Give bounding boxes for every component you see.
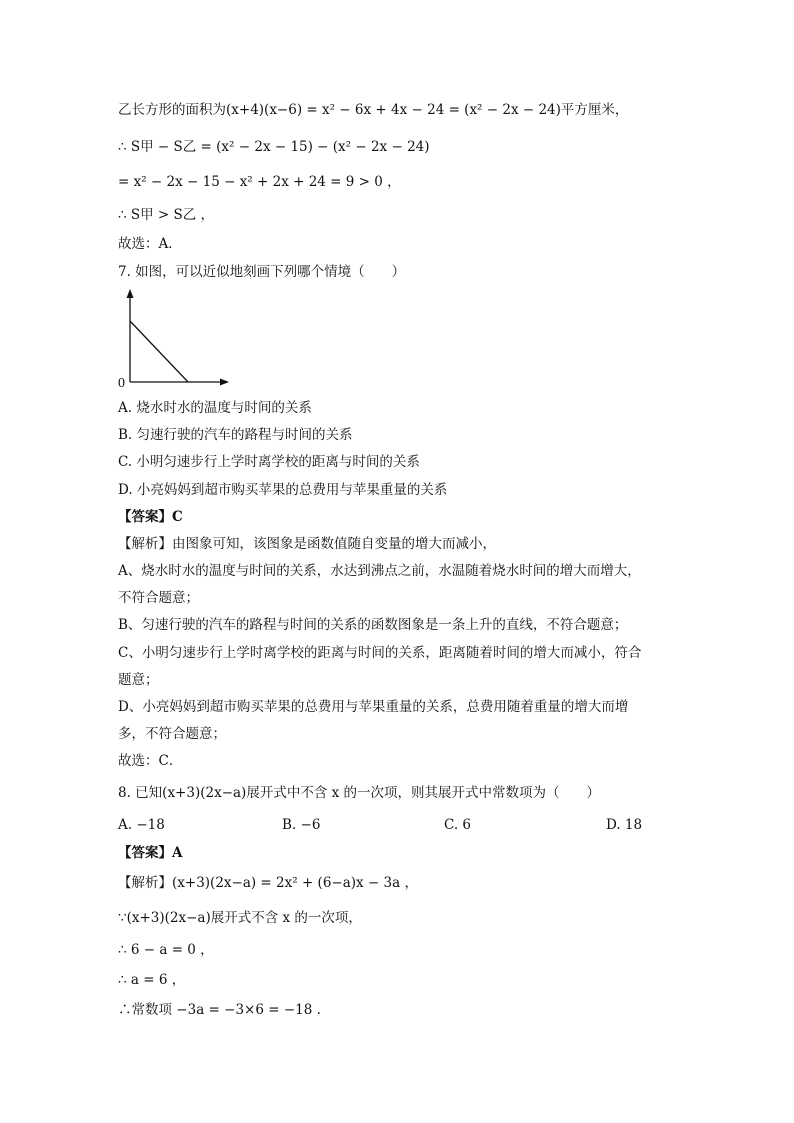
text-line: = x² − 2x − 15 − x² + 2x + 24 = 9 > 0 ，	[118, 174, 401, 190]
analysis-text: B、匀速行驶的汽车的路程与时间的关系的函数图象是一条上升的直线，不符合题意；	[118, 617, 628, 633]
question-8-stem: 8. 已知(x+3)(2x−a)展开式中不含 x 的一次项，则其展开式中常数项为（ ）	[118, 785, 601, 801]
text-line: 乙长方形的面积为(x+4)(x−6) = x² − 6x + 4x − 24 = (x² − 2x − 24)平方厘米，	[118, 102, 629, 118]
analysis-text: C、小明匀速步行上学时离学校的距离与时间的关系，距离随着时间的增大而减小，符合	[118, 645, 642, 661]
q8-option-c: C. 6	[444, 817, 472, 833]
option-c: C. 小明匀速步行上学时离学校的距离与时间的关系	[118, 454, 420, 470]
analysis-text: ∴常数项 −3a = −3×6 = −18 .	[118, 1002, 321, 1018]
analysis-text: 多，不符合题意；	[118, 726, 226, 742]
text-line: ∴ S甲 − S乙 = (x² − 2x − 15) − (x² − 2x − 24)	[118, 139, 430, 155]
option-a: A. 烧水时水的温度与时间的关系	[118, 400, 312, 416]
x-axis-arrow-icon	[220, 379, 229, 386]
text-line: 故选：A．	[118, 236, 182, 252]
analysis-text: D、小亮妈妈到超市购买苹果的总费用与苹果重量的关系，总费用随着重量的增大而增	[118, 699, 629, 715]
analysis-text: 故选：C．	[118, 753, 183, 769]
answer-label: 【答案】A	[118, 845, 183, 861]
analysis-text: ∵(x+3)(2x−a)展开式不含 x 的一次项，	[118, 910, 362, 926]
decreasing-segment	[130, 321, 188, 382]
analysis-text: 题意；	[118, 672, 159, 688]
analysis-text: ∴ 6 − a = 0 ，	[118, 942, 214, 958]
option-b: B. 匀速行驶的汽车的路程与时间的关系	[118, 427, 353, 443]
text-line: ∴ S甲 > S乙 ，	[118, 207, 215, 223]
analysis-text: ∴ a = 6 ，	[118, 972, 186, 988]
option-d: D. 小亮妈妈到超市购买苹果的总费用与苹果重量的关系	[118, 482, 448, 498]
analysis-text: 【解析】由图象可知，该图象是函数值随自变量的增大而减小，	[118, 536, 496, 552]
q8-option-b: B. −6	[282, 817, 321, 833]
analysis-text: A、烧水时水的温度与时间的关系，水达到沸点之前，水温随着烧水时间的增大而增大，	[118, 563, 641, 579]
question-7-stem: 7. 如图，可以近似地刻画下列哪个情境（ ）	[118, 264, 406, 280]
y-axis-arrow-icon	[127, 289, 134, 298]
decreasing-line-graph	[112, 287, 237, 392]
origin-label: 0	[118, 376, 125, 391]
analysis-text: 【解析】(x+3)(2x−a) = 2x² + (6−a)x − 3a ，	[118, 875, 418, 891]
analysis-text: 不符合题意；	[118, 590, 199, 606]
answer-label: 【答案】C	[118, 509, 183, 525]
q8-option-a: A. −18	[118, 817, 165, 833]
q8-option-d: D. 18	[606, 817, 643, 833]
